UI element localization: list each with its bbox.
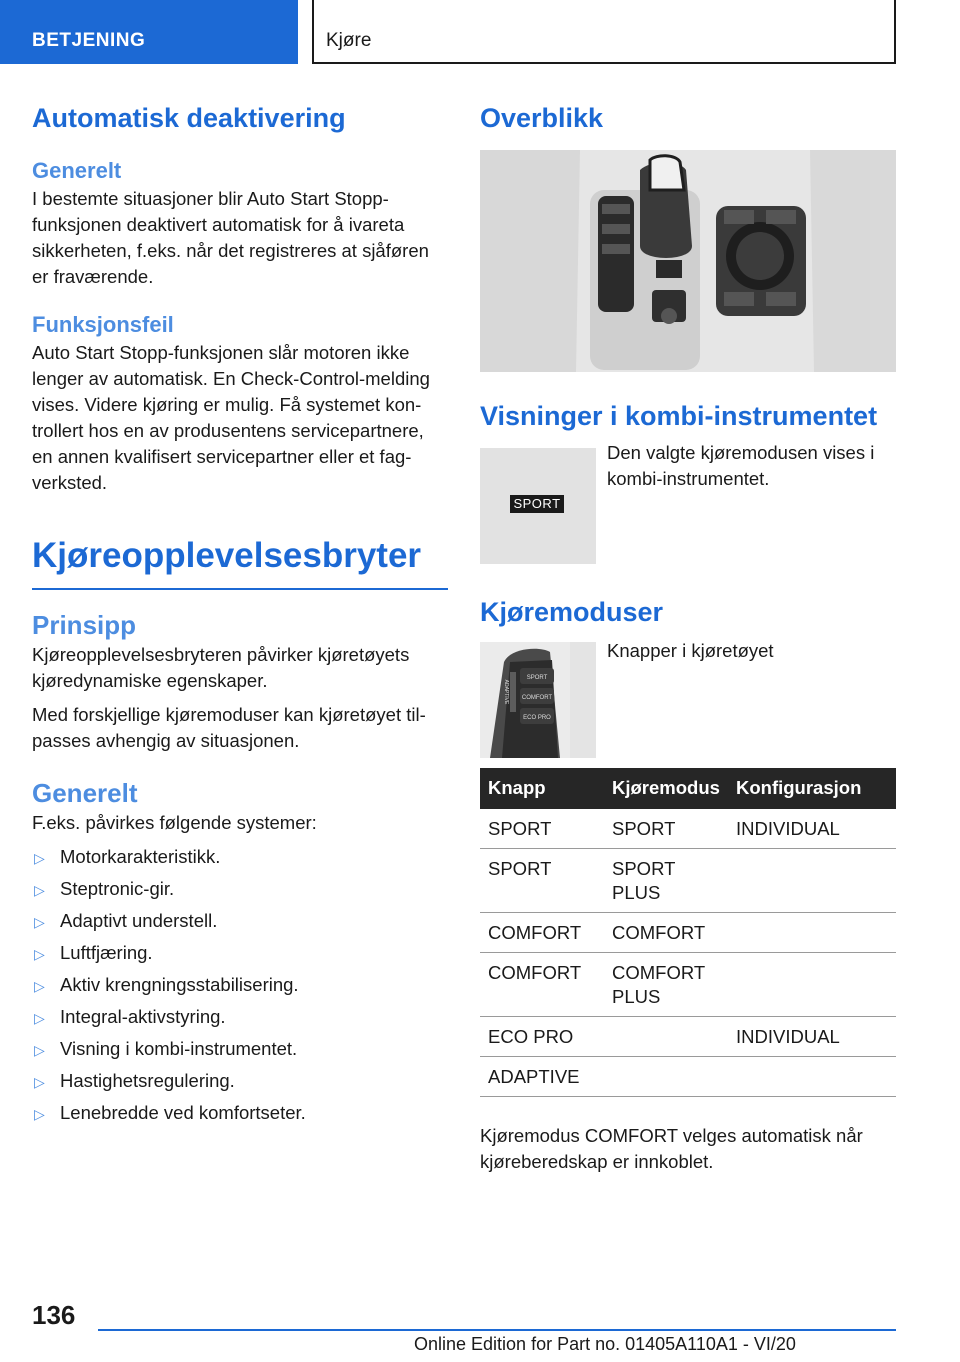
- auto-deactivation-heading: Automatisk deaktivering: [32, 103, 346, 133]
- footer-rule: [98, 1329, 896, 1331]
- triangle-bullet-icon: ▷: [34, 1010, 45, 1026]
- display-paragraph: Den valgte kjøremodusen vises i kombi-instrumentet.: [607, 442, 875, 489]
- table-row: SPORT SPORT PLUS: [480, 849, 896, 913]
- list-item: ▷ Integral-aktivstyring.: [32, 1004, 448, 1030]
- table-row: ADAPTIVE: [480, 1057, 896, 1097]
- principle-paragraph-2: Med forskjellige kjøremoduser kan kjøretøyet tilpasses avhengig av situasjonen.: [32, 704, 426, 751]
- left-column: [32, 100, 448, 1132]
- malfunction-paragraph: Auto Start Stopp-funksjonen slår motoren ikke lenger av automatisk. En Check-Control-melding vises. Videre kjøring er mulig. Få systemet kontrollert hos en av produsentens servicepartnere, en annen kvalifisert servicepartner eller et fagverksted.: [32, 342, 430, 493]
- chapter-title: Kjøre: [312, 0, 896, 64]
- table-row: COMFORT COMFORT: [480, 913, 896, 953]
- right-column: [480, 100, 896, 1175]
- edition-text: Online Edition for Part no. 01405A110A1 - VI/20: [414, 1334, 796, 1354]
- closing-paragraph: Kjøremodus COMFORT velges automatisk når kjøreberedskap er innkoblet.: [480, 1125, 863, 1172]
- triangle-bullet-icon: ▷: [34, 978, 45, 994]
- triangle-bullet-icon: ▷: [34, 914, 45, 930]
- overview-heading: Overblikk: [480, 103, 604, 133]
- triangle-bullet-icon: ▷: [34, 946, 45, 962]
- list-item: ▷ Luftfjæring.: [32, 940, 448, 966]
- triangle-bullet-icon: ▷: [34, 1042, 45, 1058]
- mode-buttons-paragraph: Knapper i kjøretøyet: [607, 640, 774, 661]
- column-header-button: Knapp: [480, 768, 604, 809]
- mode-buttons-image: [480, 642, 596, 758]
- table-row: SPORT SPORT INDIVIDUAL: [480, 809, 896, 849]
- triangle-bullet-icon: ▷: [34, 882, 45, 898]
- table-row: ECO PRO INDIVIDUAL: [480, 1017, 896, 1057]
- list-item: ▷ Steptronic-gir.: [32, 876, 448, 902]
- principle-paragraph-1: Kjøreopplevelsesbryteren påvirker kjøretøyets kjøredynamiske egenskaper.: [32, 644, 410, 691]
- general-paragraph: I bestemte situasjoner blir Auto Start Stopp-funksjonen deaktivert automatisk for å ivareta sikkerheten, f.eks. når det registreres at sjåføren er fraværende.: [32, 188, 429, 287]
- sport-badge: SPORT: [510, 495, 564, 513]
- center-console-image: [480, 150, 896, 372]
- svg-text:SPORT: SPORT: [526, 675, 548, 681]
- driving-modes-table: [480, 768, 896, 1097]
- sport-display-image: [480, 448, 596, 564]
- svg-text:ADAPTIVE: ADAPTIVE: [503, 679, 509, 705]
- column-header-configuration: Konfigurasjon: [728, 768, 896, 809]
- general-intro: F.eks. påvirkes følgende systemer:: [32, 812, 317, 833]
- page-number: 136: [32, 1300, 76, 1330]
- list-item: ▷ Hastighetsregulering.: [32, 1068, 448, 1094]
- table-row: COMFORT COMFORT PLUS: [480, 953, 896, 1017]
- section-tab: BETJENING: [0, 0, 298, 64]
- general-heading-2: Generelt: [32, 778, 138, 808]
- list-item: ▷ Adaptivt understell.: [32, 908, 448, 934]
- driving-experience-switch-heading: Kjøreopplevelsesbryter: [32, 536, 422, 575]
- heading-rule: [32, 588, 448, 590]
- list-item: ▷ Lenebredde ved komfortseter.: [32, 1100, 448, 1126]
- list-item: ▷ Motorkarakteristikk.: [32, 844, 448, 870]
- triangle-bullet-icon: ▷: [34, 1106, 45, 1122]
- general-heading: Generelt: [32, 158, 122, 183]
- driving-modes-heading: Kjøremoduser: [480, 597, 664, 627]
- display-heading: Visninger i kombi-instrumentet: [480, 401, 878, 431]
- malfunction-heading: Funksjonsfeil: [32, 312, 174, 337]
- affected-systems-list: [32, 844, 448, 1126]
- column-header-mode: Kjøremodus: [604, 768, 728, 809]
- triangle-bullet-icon: ▷: [34, 850, 45, 866]
- list-item: ▷ Aktiv krengningsstabilisering.: [32, 972, 448, 998]
- triangle-bullet-icon: ▷: [34, 1074, 45, 1090]
- svg-text:COMFORT: COMFORT: [521, 695, 553, 701]
- list-item: ▷ Visning i kombi-instrumentet.: [32, 1036, 448, 1062]
- principle-heading: Prinsipp: [32, 610, 137, 640]
- svg-text:ECO PRO: ECO PRO: [523, 715, 551, 721]
